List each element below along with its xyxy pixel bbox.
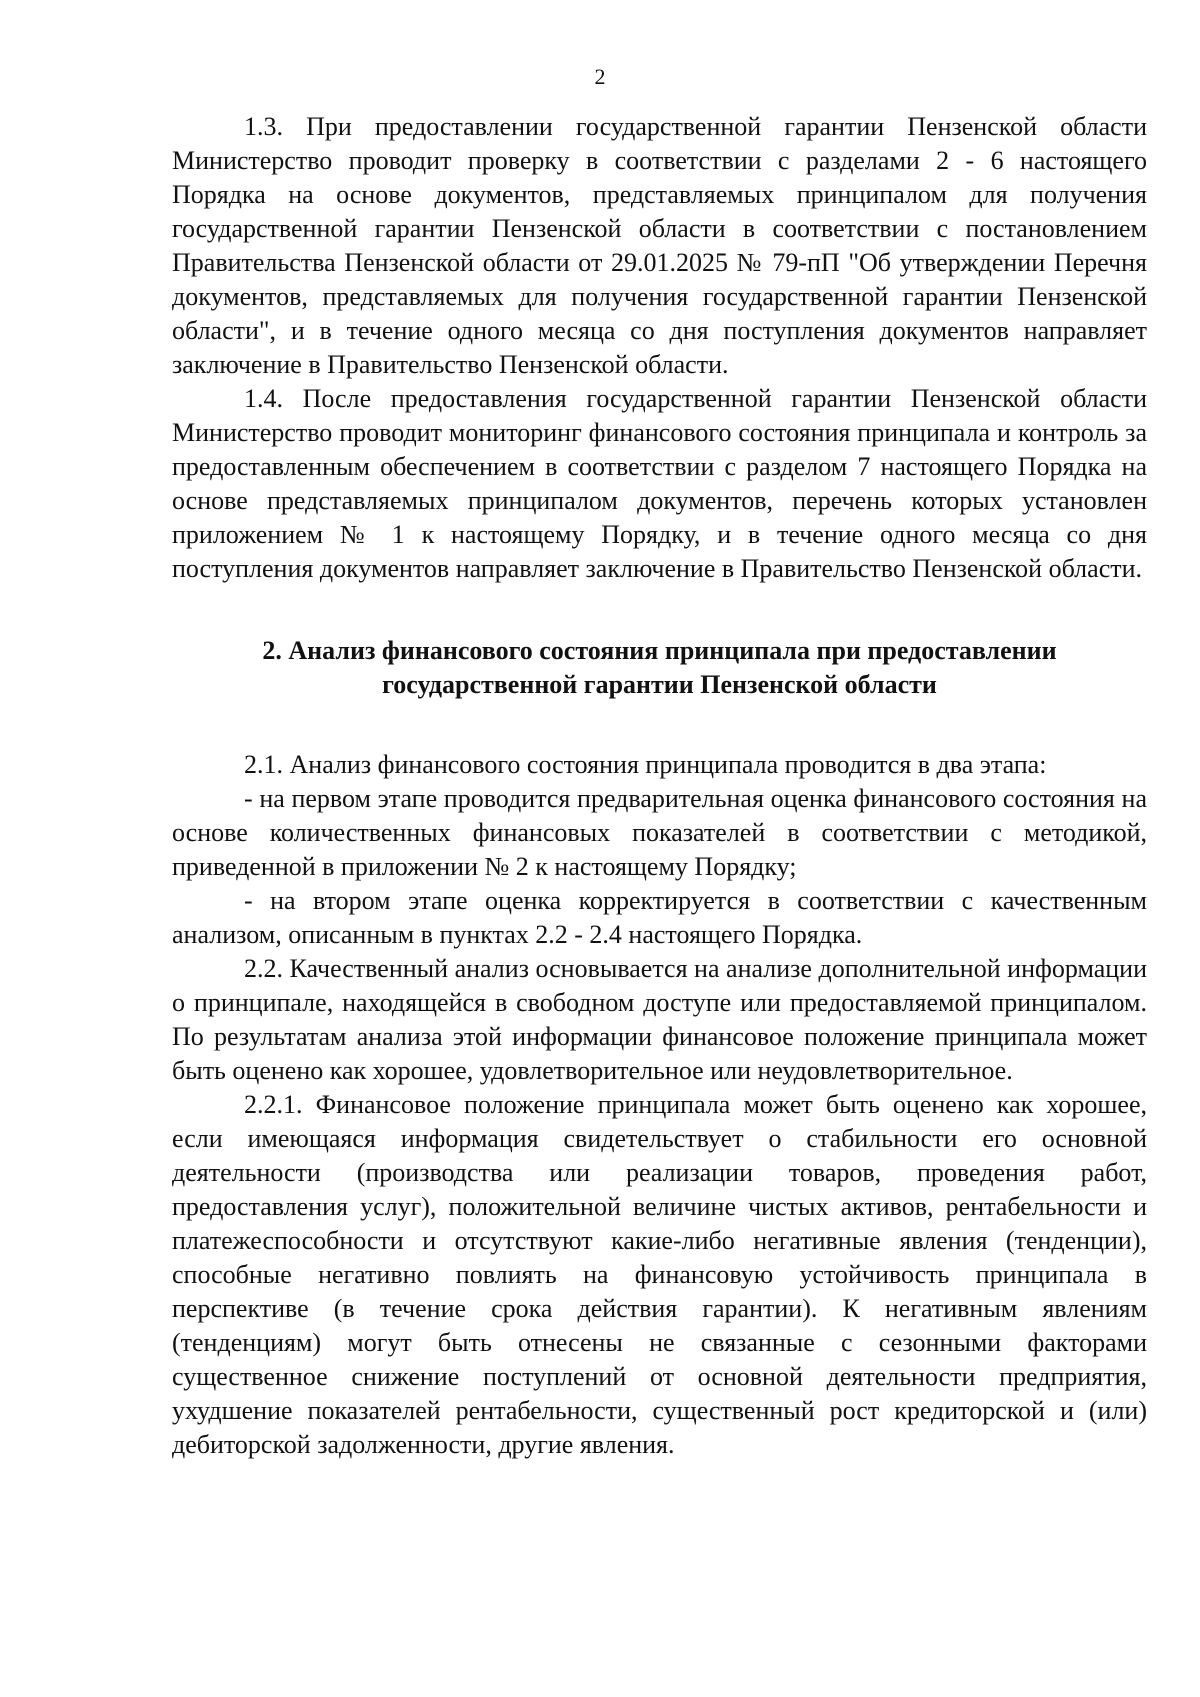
document-body xyxy=(172,110,1147,1462)
paragraph-stage-1: - на первом этапе проводится предварительная оценка финансового состояния на основе количественных финансовых показателей в соответствии с методикой, приведенной в приложении № 2 к настоящему Порядку; xyxy=(172,784,1147,881)
page-number: 2 xyxy=(594,64,606,89)
section-heading-line-1: 2. Анализ финансового состояния принципала при предоставлении xyxy=(262,636,1057,665)
paragraph-1-4: 1.4. После предоставления государственной гарантии Пензенской области Министерство проводит мониторинг финансового состояния принципала и контроль за предоставленным обеспечением в соответствии с разделом 7 настоящего Порядка на основе представляемых принципалом документов, перечень которых установлен приложением № 1 к настоящему Порядку, и в течение одного месяца со дня поступления документов направляет заключение в Правительство Пензенской области. xyxy=(172,384,1147,583)
paragraph-1-3: 1.3. При предоставлении государственной гарантии Пензенской области Министерство проводит проверку в соответствии с разделами 2 - 6 настоящего Порядка на основе документов, представляемых принципалом для получения государственной гарантии Пензенской области в соответствии с постановлением Правительства Пензенской области от 29.01.2025 № 79-пП "Об утверждении Перечня документов, представляемых для получения государственной гарантии Пензенской области", и в течение одного месяца со дня поступления документов направляет заключение в Правительство Пензенской области. xyxy=(172,112,1147,379)
paragraph-2-2: 2.2. Качественный анализ основывается на анализе дополнительной информации о принципале, находящейся в свободном доступе или предоставляемой принципалом. По результатам анализа этой информации финансовое положение принципала может быть оценено как хорошее, удовлетворительное или неудовлетворительное. xyxy=(172,954,1147,1085)
section-heading-line-2: государственной гарантии Пензенской области xyxy=(382,670,937,699)
paragraph-2-1: 2.1. Анализ финансового состояния принципала проводится в два этапа: xyxy=(244,750,1047,779)
section-heading xyxy=(172,634,1147,702)
paragraph-2-2-1: 2.2.1. Финансовое положение принципала может быть оценено как хорошее, если имеющаяся информация свидетельствует о стабильности его основной деятельности (производства или реализации товаров, проведения работ, предоставления услуг), положительной величине чистых активов, рентабельности и платежеспособности и отсутствуют какие-либо негативные явления (тенденции), способные негативно повлиять на финансовую устойчивость принципала в перспективе (в течение срока действия гарантии). К негативным явлениям (тенденциям) могут быть отнесены не связанные с сезонными факторами существенное снижение поступлений от основной деятельности предприятия, ухудшение показателей рентабельности, существенный рост кредиторской и (или) дебиторской задолженности, другие явления. xyxy=(172,1090,1147,1459)
paragraph-stage-2: - на втором этапе оценка корректируется в соответствии с качественным анализом, описанным в пунктах 2.2 - 2.4 настоящего Порядка. xyxy=(172,886,1147,949)
